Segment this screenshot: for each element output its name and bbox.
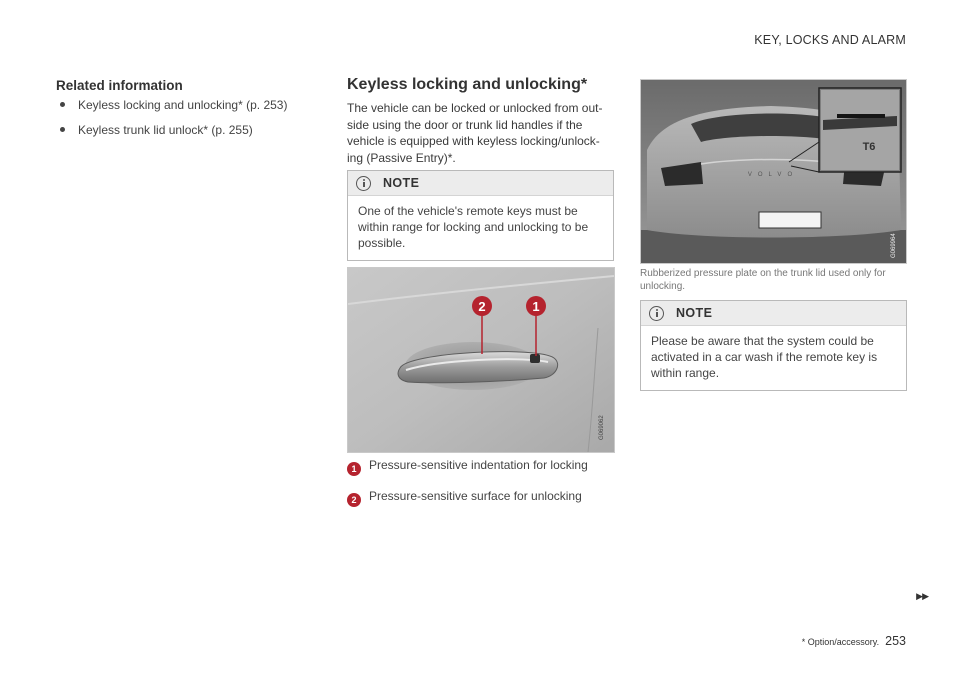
figure-legend [347,458,614,507]
related-link-keyless-locking[interactable] [56,97,306,113]
related-link-label: Keyless locking and unlocking* (p. 253) [78,98,288,112]
legend-text: Pressure-sensitive surface for unlocking [369,489,582,503]
callout-2-label: 2 [478,299,486,314]
trunk-figure [640,79,907,264]
svg-text:VOLVO: VOLVO [747,172,799,178]
note-body: Please be aware that the system could be activated in a car wash if the remote key is within range. [651,334,878,380]
related-list [56,97,306,138]
bullet-icon [60,102,65,107]
door-handle-illustration [348,268,614,452]
note-body: One of the vehicle's remote keys must be within range for locking and unlocking to be possible. [358,204,589,250]
related-link-keyless-trunk[interactable] [56,122,306,138]
legend-number-badge: 2 [347,493,361,507]
trunk-badge-text: T6 [862,141,876,153]
legend-item-1 [347,458,614,476]
figure-code: G069964 [891,233,897,258]
info-icon [356,176,371,191]
continue-chevron-icon: ▶▶ [916,591,928,601]
bullet-icon [60,127,65,132]
note-header [348,171,613,196]
legend-number-badge: 1 [347,462,361,476]
callout-1-label: 1 [532,299,540,314]
door-handle-figure [347,267,615,453]
note-box-car-wash [640,300,907,391]
info-icon [649,306,664,321]
note-title: NOTE [383,176,420,190]
trunk-lid-illustration [641,80,906,263]
page-footer [802,634,906,648]
note-header [641,301,906,326]
note-title: NOTE [676,306,713,320]
related-link-label: Keyless trunk lid unlock* (p. 255) [78,123,253,137]
legend-text: Pressure-sensitive indentation for locking [369,458,588,472]
option-footnote: * Option/accessory. [801,637,880,647]
figure-code: G069062 [599,415,605,440]
related-heading: Related information [56,78,183,93]
section-title: KEY, LOCKS AND ALARM [754,33,906,47]
note-box-range [347,170,614,261]
main-column [347,76,614,166]
main-heading: Keyless locking and unlocking* [347,76,588,93]
page-number: 253 [885,634,906,648]
related-information [56,78,306,147]
trunk-figure-caption: Rubberized pressure plate on the trunk lid used only for unlocking. [640,268,886,292]
main-intro: The vehicle can be locked or unlocked from out-side using the door or trunk lid handles if the vehicle is equipped with keyless locking/unlock-ing (Passive Entry)*. [347,101,603,165]
legend-item-2 [347,489,614,507]
